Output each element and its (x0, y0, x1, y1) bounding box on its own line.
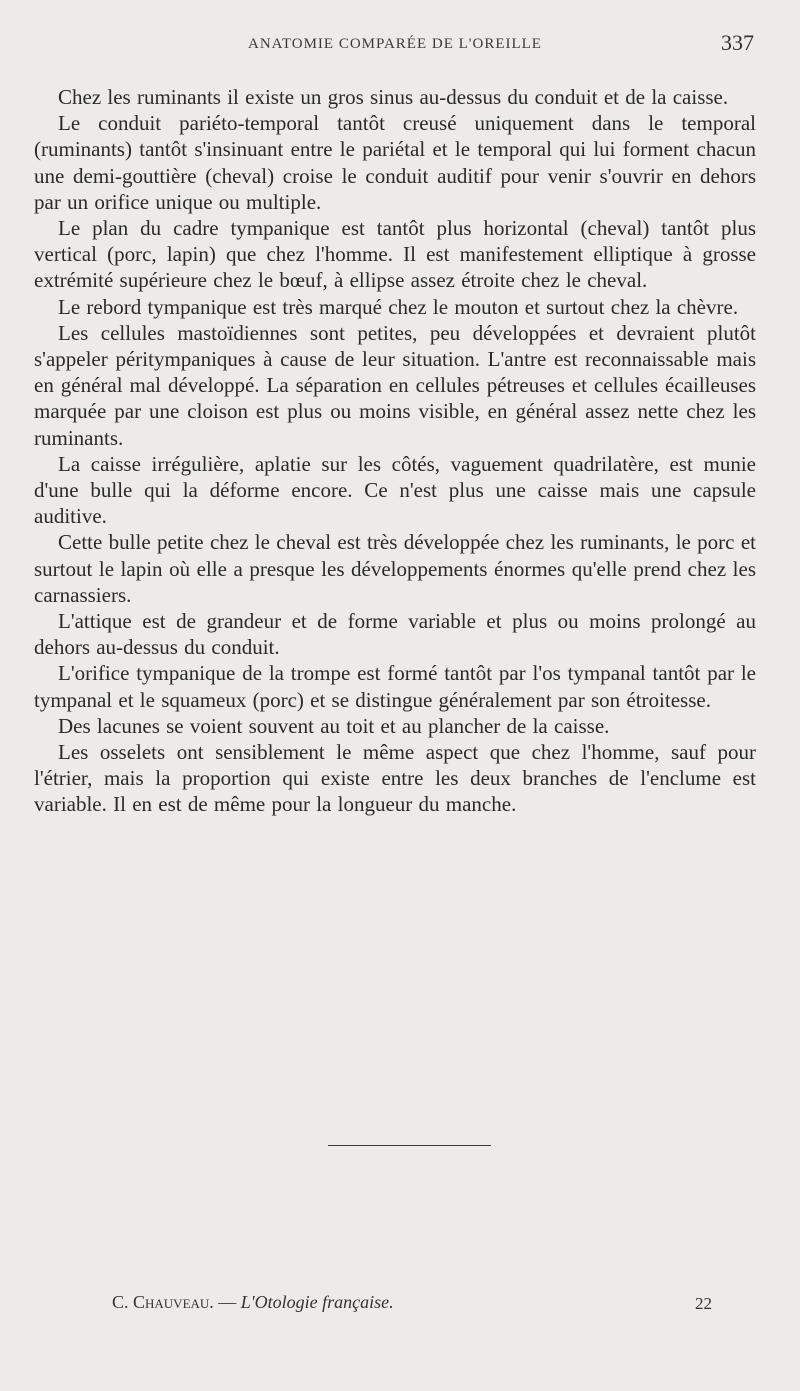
footer-credit (112, 1292, 394, 1313)
paragraph: L'orifice tympanique de la trompe est formé tantôt par l'os tympanal tantôt par le tympanal et le squameux (porc) et se distingue généralement par son étroitesse. (34, 661, 756, 712)
paragraph: Les cellules mastoïdiennes sont petites, peu développées et devraient plutôt s'appeler péritympaniques à cause de leur situation. L'antre est reconnaissable mais en général mal développé. La séparation en cellules pétreuses et cellules écailleuses marquée par une cloison est plus ou moins visible, en général assez nette chez les ruminants. (34, 320, 756, 450)
page-footer (112, 1292, 712, 1318)
paragraph: Le conduit pariéto-temporal tantôt creusé uniquement dans le temporal (ruminants) tantôt s'insinuant entre le pariétal et le temporal qui lui forment chacun une demi-gouttière (cheval) croise le conduit auditif pour venir s'ouvrir en dehors par un orifice unique ou multiple. (34, 111, 756, 214)
section-divider (328, 1145, 491, 1146)
footer-separator: . — (209, 1292, 237, 1312)
paragraph: Cette bulle petite chez le cheval est très développée chez les ruminants, le porc et surtout le lapin où elle a presque les développements énormes qu'elle prend chez les carnassiers. (34, 530, 756, 607)
running-title: ANATOMIE COMPARÉE DE L'OREILLE (248, 36, 542, 52)
paragraph: Le plan du cadre tympanique est tantôt plus horizontal (cheval) tantôt plus vertical (porc, lapin) que chez l'homme. Il est manifestement elliptique à grosse extrémité supérieure chez le bœuf, à ellipse assez étroite chez le cheval. (34, 216, 756, 293)
paragraph: L'attique est de grandeur et de forme variable et plus ou moins prolongé au dehors au-dessus du conduit. (34, 609, 756, 660)
body-text (34, 84, 756, 818)
page-number: 337 (721, 30, 754, 55)
paragraph: Les osselets ont sensiblement le même aspect que chez l'homme, sauf pour l'étrier, mais la proportion qui existe entre les deux branches de l'enclume est variable. Il en est de même pour la longueur du manche. (34, 740, 756, 817)
signature-mark: 22 (695, 1294, 712, 1313)
paragraph: Chez les ruminants il existe un gros sinus au-dessus du conduit et de la caisse. (58, 85, 729, 109)
book-title: L'Otologie française. (240, 1292, 394, 1312)
paragraph: Le rebord tympanique est très marqué chez le mouton et surtout chez la chèvre. (58, 294, 739, 319)
paragraph: La caisse irrégulière, aplatie sur les côtés, vaguement quadrilatère, est munie d'une bulle qui la déforme encore. Ce n'est plus une caisse mais une capsule auditive. (34, 451, 756, 529)
author-name: Chauveau (133, 1292, 210, 1312)
paragraph: Des lacunes se voient souvent au toit et au plancher de la caisse. (58, 713, 610, 738)
page-header (36, 30, 754, 60)
author-initial: C. (112, 1292, 129, 1312)
